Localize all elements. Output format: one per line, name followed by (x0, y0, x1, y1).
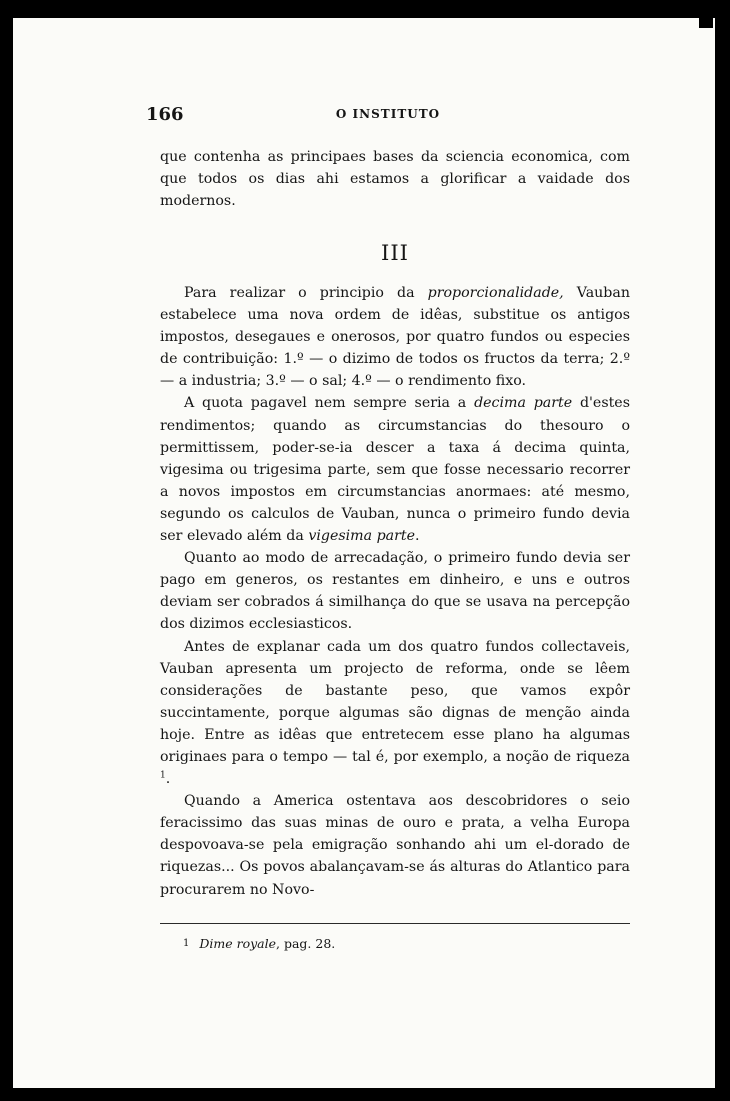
page-header (146, 104, 630, 126)
footnote-rest: , pag. 28. (276, 936, 336, 951)
footnote-divider (160, 923, 630, 924)
scan-corner-mark (699, 18, 713, 28)
section-text-block (160, 282, 630, 901)
section-title: III (381, 241, 409, 265)
paragraph-4: Antes de explanar cada um dos quatro fundos collectaveis, Vauban apresenta um projecto de reforma, onde se lêem considerações de bastante peso, que vamos expôr succintamente, porque algumas são dignas de menção ainda hoje. Entre as idêas que entretecem esse plano ha algumas originaes para o tempo — tal é, por exemplo, a noção de riqueza $^1$. (160, 638, 630, 788)
footnote-title: Dime royale (199, 936, 277, 951)
footnote-number: 1 (183, 938, 190, 949)
book-page (13, 18, 715, 1088)
paragraph-1: Para realizar o principio da proporcionalidade, Vauban estabelece uma nova ordem de idêas, substitue os antigos impostos, desegaues e onerosos, por quatro fundos ou especies de contribuição: 1.º — o dizimo de todos os fructos da terra; 2.º — a industria; 3.º — o sal; 4.º — o rendimento fixo. (160, 285, 630, 390)
paragraph-2: A quota pagavel nem sempre seria a decima parte d'estes rendimentos; quando as circumstancias do thesouro o permittissem, poder-se-ia descer a taxa á decima quinta, vigesima ou trigesima parte, sem que fosse necessario recorrer a novos impostos em circumstancias anormaes: até mesmo, segundo os calculos de Vauban, nunca o primeiro fundo devia ser elevado além da vigesima parte. (160, 395, 630, 545)
footnote-reference[interactable]: 1 (160, 770, 166, 781)
paragraph-5: Quando a America ostentava aos descobridores o seio feracissimo das suas minas de ouro e prata, a velha Europa despovoava-se pela emigração sonhando ahi um el-dorado de riquezas... Os povos abalançavam-se ás alturas do Atlantico para procurarem no Novo- (160, 793, 630, 898)
intro-text-block (160, 146, 630, 212)
paragraph-3: Quanto ao modo de arrecadação, o primeiro fundo devia ser pago em generos, os restantes em dinheiro, e uns e outros deviam ser cobrados á similhança do que se usava na percepção dos dizimos ecclesiasticos. (160, 550, 630, 633)
running-title: O INSTITUTO (335, 107, 441, 121)
page-number: 166 (146, 104, 184, 125)
footnote (183, 936, 335, 951)
intro-paragraph: que contenha as principaes bases da sciencia economica, com que todos os dias ahi estamos a glorificar a vaidade dos modernos. (160, 149, 630, 210)
